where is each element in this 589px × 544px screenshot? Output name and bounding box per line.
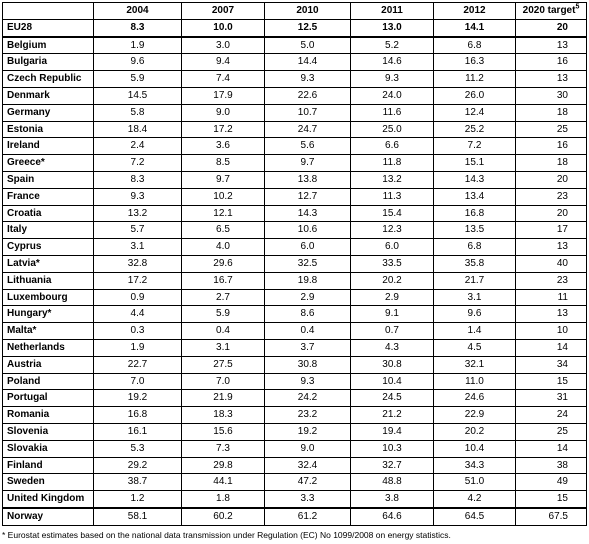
cell-2007: 21.9 bbox=[182, 390, 265, 407]
cell-2007: 5.9 bbox=[182, 306, 265, 323]
cell-2012: 6.8 bbox=[434, 37, 516, 54]
row-label: Netherlands bbox=[3, 339, 94, 356]
cell-2012: 9.6 bbox=[434, 306, 516, 323]
cell-2020-target: 20 bbox=[516, 171, 587, 188]
cell-2010: 30.8 bbox=[265, 356, 351, 373]
cell-2010: 10.6 bbox=[265, 222, 351, 239]
cell-2004: 14.5 bbox=[94, 87, 182, 104]
cell-2007: 3.1 bbox=[182, 339, 265, 356]
cell-2007: 4.0 bbox=[182, 239, 265, 256]
cell-2012: 14.1 bbox=[434, 19, 516, 36]
cell-2007: 9.4 bbox=[182, 54, 265, 71]
cell-2010: 5.6 bbox=[265, 138, 351, 155]
cell-2012: 16.3 bbox=[434, 54, 516, 71]
cell-2011: 9.3 bbox=[351, 71, 434, 88]
cell-2007: 16.7 bbox=[182, 272, 265, 289]
cell-2011: 2.9 bbox=[351, 289, 434, 306]
table-row bbox=[3, 138, 587, 155]
table-row bbox=[3, 339, 587, 356]
cell-2010: 10.7 bbox=[265, 104, 351, 121]
corner-cell bbox=[3, 3, 94, 20]
table-row bbox=[3, 171, 587, 188]
cell-2007: 60.2 bbox=[182, 508, 265, 525]
row-label: Slovakia bbox=[3, 440, 94, 457]
cell-2011: 11.6 bbox=[351, 104, 434, 121]
cell-2004: 1.9 bbox=[94, 37, 182, 54]
cell-2012: 14.3 bbox=[434, 171, 516, 188]
renewable-share-table bbox=[2, 2, 587, 526]
cell-2012: 34.3 bbox=[434, 457, 516, 474]
table-row-eu28 bbox=[3, 19, 587, 36]
cell-2007: 27.5 bbox=[182, 356, 265, 373]
header-2020-target bbox=[516, 3, 587, 20]
cell-2012: 11.2 bbox=[434, 71, 516, 88]
row-label: Denmark bbox=[3, 87, 94, 104]
table-row bbox=[3, 457, 587, 474]
cell-2020-target: 38 bbox=[516, 457, 587, 474]
cell-2004: 5.3 bbox=[94, 440, 182, 457]
cell-2020-target: 18 bbox=[516, 155, 587, 172]
cell-2020-target: 13 bbox=[516, 37, 587, 54]
cell-2010: 13.8 bbox=[265, 171, 351, 188]
cell-2012: 15.1 bbox=[434, 155, 516, 172]
row-label: Malta* bbox=[3, 323, 94, 340]
table-row bbox=[3, 306, 587, 323]
cell-2011: 0.7 bbox=[351, 323, 434, 340]
table-row bbox=[3, 272, 587, 289]
row-label: Bulgaria bbox=[3, 54, 94, 71]
cell-2011: 24.5 bbox=[351, 390, 434, 407]
cell-2012: 26.0 bbox=[434, 87, 516, 104]
table-row bbox=[3, 474, 587, 491]
cell-2011: 5.2 bbox=[351, 37, 434, 54]
cell-2011: 11.3 bbox=[351, 188, 434, 205]
cell-2011: 25.0 bbox=[351, 121, 434, 138]
row-label: United Kingdom bbox=[3, 491, 94, 508]
header-2012: 2012 bbox=[434, 3, 516, 20]
cell-2011: 9.1 bbox=[351, 306, 434, 323]
cell-2007: 10.2 bbox=[182, 188, 265, 205]
cell-2010: 61.2 bbox=[265, 508, 351, 525]
cell-2004: 18.4 bbox=[94, 121, 182, 138]
cell-2010: 3.3 bbox=[265, 491, 351, 508]
cell-2011: 10.4 bbox=[351, 373, 434, 390]
cell-2011: 13.0 bbox=[351, 19, 434, 36]
cell-2007: 0.4 bbox=[182, 323, 265, 340]
row-label: Czech Republic bbox=[3, 71, 94, 88]
cell-2004: 3.1 bbox=[94, 239, 182, 256]
cell-2007: 18.3 bbox=[182, 407, 265, 424]
row-label: Cyprus bbox=[3, 239, 94, 256]
norway-section bbox=[3, 508, 587, 525]
cell-2020-target: 13 bbox=[516, 306, 587, 323]
table-row bbox=[3, 356, 587, 373]
cell-2012: 64.5 bbox=[434, 508, 516, 525]
cell-2011: 3.8 bbox=[351, 491, 434, 508]
header-2010: 2010 bbox=[265, 3, 351, 20]
row-label: Luxembourg bbox=[3, 289, 94, 306]
cell-2007: 9.0 bbox=[182, 104, 265, 121]
cell-2020-target: 30 bbox=[516, 87, 587, 104]
cell-2012: 3.1 bbox=[434, 289, 516, 306]
cell-2004: 7.2 bbox=[94, 155, 182, 172]
header-2007: 2007 bbox=[182, 3, 265, 20]
cell-2010: 8.6 bbox=[265, 306, 351, 323]
header-2011: 2011 bbox=[351, 3, 434, 20]
cell-2010: 19.8 bbox=[265, 272, 351, 289]
cell-2007: 7.3 bbox=[182, 440, 265, 457]
cell-2020-target: 13 bbox=[516, 239, 587, 256]
cell-2010: 32.4 bbox=[265, 457, 351, 474]
table-row bbox=[3, 121, 587, 138]
row-label: Italy bbox=[3, 222, 94, 239]
cell-2004: 13.2 bbox=[94, 205, 182, 222]
cell-2010: 5.0 bbox=[265, 37, 351, 54]
cell-2020-target: 25 bbox=[516, 121, 587, 138]
cell-2012: 13.5 bbox=[434, 222, 516, 239]
cell-2020-target: 18 bbox=[516, 104, 587, 121]
table-row bbox=[3, 87, 587, 104]
cell-2020-target: 40 bbox=[516, 255, 587, 272]
table-row bbox=[3, 323, 587, 340]
cell-2012: 13.4 bbox=[434, 188, 516, 205]
cell-2004: 1.9 bbox=[94, 339, 182, 356]
cell-2020-target: 20 bbox=[516, 19, 587, 36]
row-label: Estonia bbox=[3, 121, 94, 138]
cell-2012: 51.0 bbox=[434, 474, 516, 491]
table-row bbox=[3, 155, 587, 172]
header-row bbox=[3, 3, 587, 20]
cell-2007: 17.2 bbox=[182, 121, 265, 138]
table-row bbox=[3, 71, 587, 88]
cell-2011: 24.0 bbox=[351, 87, 434, 104]
cell-2007: 8.5 bbox=[182, 155, 265, 172]
cell-2007: 9.7 bbox=[182, 171, 265, 188]
cell-2007: 29.6 bbox=[182, 255, 265, 272]
cell-2020-target: 24 bbox=[516, 407, 587, 424]
cell-2007: 29.8 bbox=[182, 457, 265, 474]
table-row bbox=[3, 289, 587, 306]
cell-2004: 5.7 bbox=[94, 222, 182, 239]
cell-2012: 12.4 bbox=[434, 104, 516, 121]
cell-2020-target: 67.5 bbox=[516, 508, 587, 525]
cell-2020-target: 14 bbox=[516, 440, 587, 457]
cell-2004: 9.6 bbox=[94, 54, 182, 71]
cell-2004: 1.2 bbox=[94, 491, 182, 508]
cell-2010: 9.3 bbox=[265, 71, 351, 88]
cell-2011: 48.8 bbox=[351, 474, 434, 491]
cell-2010: 47.2 bbox=[265, 474, 351, 491]
row-label: Lithuania bbox=[3, 272, 94, 289]
cell-2010: 12.7 bbox=[265, 188, 351, 205]
cell-2020-target: 20 bbox=[516, 205, 587, 222]
cell-2012: 4.5 bbox=[434, 339, 516, 356]
cell-2012: 4.2 bbox=[434, 491, 516, 508]
cell-2007: 6.5 bbox=[182, 222, 265, 239]
cell-2004: 17.2 bbox=[94, 272, 182, 289]
cell-2010: 23.2 bbox=[265, 407, 351, 424]
cell-2011: 20.2 bbox=[351, 272, 434, 289]
row-label: Norway bbox=[3, 508, 94, 525]
header-2004: 2004 bbox=[94, 3, 182, 20]
cell-2004: 5.9 bbox=[94, 71, 182, 88]
cell-2012: 22.9 bbox=[434, 407, 516, 424]
cell-2010: 14.3 bbox=[265, 205, 351, 222]
table-row bbox=[3, 423, 587, 440]
table-row bbox=[3, 255, 587, 272]
cell-2012: 25.2 bbox=[434, 121, 516, 138]
cell-2011: 19.4 bbox=[351, 423, 434, 440]
cell-2012: 1.4 bbox=[434, 323, 516, 340]
footnote-mark: 5 bbox=[575, 3, 580, 11]
row-label: Belgium bbox=[3, 37, 94, 54]
cell-2011: 32.7 bbox=[351, 457, 434, 474]
cell-2007: 1.8 bbox=[182, 491, 265, 508]
cell-2012: 7.2 bbox=[434, 138, 516, 155]
row-label: Sweden bbox=[3, 474, 94, 491]
row-label: France bbox=[3, 188, 94, 205]
row-label: Ireland bbox=[3, 138, 94, 155]
row-label: Hungary* bbox=[3, 306, 94, 323]
cell-2012: 35.8 bbox=[434, 255, 516, 272]
cell-2004: 8.3 bbox=[94, 171, 182, 188]
cell-2004: 0.3 bbox=[94, 323, 182, 340]
cell-2012: 10.4 bbox=[434, 440, 516, 457]
cell-2004: 58.1 bbox=[94, 508, 182, 525]
cell-2004: 2.4 bbox=[94, 138, 182, 155]
cell-2020-target: 34 bbox=[516, 356, 587, 373]
cell-2010: 3.7 bbox=[265, 339, 351, 356]
cell-2011: 14.6 bbox=[351, 54, 434, 71]
cell-2004: 9.3 bbox=[94, 188, 182, 205]
cell-2020-target: 16 bbox=[516, 54, 587, 71]
cell-2010: 2.9 bbox=[265, 289, 351, 306]
cell-2020-target: 13 bbox=[516, 71, 587, 88]
row-label: Poland bbox=[3, 373, 94, 390]
cell-2010: 24.2 bbox=[265, 390, 351, 407]
cell-2010: 24.7 bbox=[265, 121, 351, 138]
cell-2007: 10.0 bbox=[182, 19, 265, 36]
cell-2010: 22.6 bbox=[265, 87, 351, 104]
row-label: Romania bbox=[3, 407, 94, 424]
table-body bbox=[3, 19, 587, 508]
table-row bbox=[3, 373, 587, 390]
table-row bbox=[3, 239, 587, 256]
cell-2007: 44.1 bbox=[182, 474, 265, 491]
cell-2011: 12.3 bbox=[351, 222, 434, 239]
cell-2012: 32.1 bbox=[434, 356, 516, 373]
table-row bbox=[3, 54, 587, 71]
cell-2020-target: 31 bbox=[516, 390, 587, 407]
table-row bbox=[3, 440, 587, 457]
cell-2010: 6.0 bbox=[265, 239, 351, 256]
cell-2020-target: 23 bbox=[516, 272, 587, 289]
cell-2011: 33.5 bbox=[351, 255, 434, 272]
table-row bbox=[3, 491, 587, 508]
cell-2020-target: 15 bbox=[516, 373, 587, 390]
cell-2020-target: 10 bbox=[516, 323, 587, 340]
footnote: * Eurostat estimates based on the national data transmission under Regulation (EC) No 1099/2008 on energy statistics. bbox=[2, 530, 451, 540]
row-label: Greece* bbox=[3, 155, 94, 172]
cell-2011: 10.3 bbox=[351, 440, 434, 457]
cell-2020-target: 16 bbox=[516, 138, 587, 155]
cell-2004: 16.1 bbox=[94, 423, 182, 440]
cell-2004: 4.4 bbox=[94, 306, 182, 323]
cell-2012: 24.6 bbox=[434, 390, 516, 407]
cell-2020-target: 23 bbox=[516, 188, 587, 205]
cell-2010: 9.3 bbox=[265, 373, 351, 390]
cell-2004: 16.8 bbox=[94, 407, 182, 424]
cell-2007: 3.0 bbox=[182, 37, 265, 54]
cell-2010: 9.0 bbox=[265, 440, 351, 457]
cell-2004: 0.9 bbox=[94, 289, 182, 306]
cell-2020-target: 25 bbox=[516, 423, 587, 440]
cell-2007: 2.7 bbox=[182, 289, 265, 306]
cell-2010: 19.2 bbox=[265, 423, 351, 440]
cell-2010: 9.7 bbox=[265, 155, 351, 172]
cell-2007: 15.6 bbox=[182, 423, 265, 440]
table-row bbox=[3, 390, 587, 407]
cell-2004: 29.2 bbox=[94, 457, 182, 474]
row-label: Portugal bbox=[3, 390, 94, 407]
row-label: Latvia* bbox=[3, 255, 94, 272]
cell-2020-target: 14 bbox=[516, 339, 587, 356]
cell-2004: 32.8 bbox=[94, 255, 182, 272]
cell-2020-target: 17 bbox=[516, 222, 587, 239]
table-row bbox=[3, 188, 587, 205]
cell-2012: 20.2 bbox=[434, 423, 516, 440]
table-row bbox=[3, 222, 587, 239]
cell-2012: 6.8 bbox=[434, 239, 516, 256]
cell-2010: 32.5 bbox=[265, 255, 351, 272]
cell-2020-target: 11 bbox=[516, 289, 587, 306]
row-label: Germany bbox=[3, 104, 94, 121]
cell-2020-target: 49 bbox=[516, 474, 587, 491]
cell-2007: 7.4 bbox=[182, 71, 265, 88]
cell-2011: 13.2 bbox=[351, 171, 434, 188]
cell-2007: 17.9 bbox=[182, 87, 265, 104]
cell-2004: 22.7 bbox=[94, 356, 182, 373]
row-label: Croatia bbox=[3, 205, 94, 222]
cell-2011: 30.8 bbox=[351, 356, 434, 373]
cell-2011: 11.8 bbox=[351, 155, 434, 172]
cell-2010: 0.4 bbox=[265, 323, 351, 340]
cell-2011: 64.6 bbox=[351, 508, 434, 525]
cell-2012: 16.8 bbox=[434, 205, 516, 222]
table-row bbox=[3, 205, 587, 222]
cell-2011: 6.6 bbox=[351, 138, 434, 155]
cell-2012: 21.7 bbox=[434, 272, 516, 289]
cell-2004: 5.8 bbox=[94, 104, 182, 121]
cell-2007: 3.6 bbox=[182, 138, 265, 155]
row-label: Spain bbox=[3, 171, 94, 188]
cell-2004: 19.2 bbox=[94, 390, 182, 407]
table-row-norway bbox=[3, 508, 587, 525]
cell-2004: 8.3 bbox=[94, 19, 182, 36]
cell-2011: 21.2 bbox=[351, 407, 434, 424]
table-row bbox=[3, 407, 587, 424]
cell-2007: 12.1 bbox=[182, 205, 265, 222]
cell-2011: 6.0 bbox=[351, 239, 434, 256]
row-label: Austria bbox=[3, 356, 94, 373]
row-label: EU28 bbox=[3, 19, 94, 36]
cell-2012: 11.0 bbox=[434, 373, 516, 390]
row-label: Slovenia bbox=[3, 423, 94, 440]
cell-2004: 7.0 bbox=[94, 373, 182, 390]
cell-2020-target: 15 bbox=[516, 491, 587, 508]
table-row bbox=[3, 37, 587, 54]
cell-2011: 15.4 bbox=[351, 205, 434, 222]
cell-2004: 38.7 bbox=[94, 474, 182, 491]
table-row bbox=[3, 104, 587, 121]
cell-2010: 12.5 bbox=[265, 19, 351, 36]
header-2020-target-label: 2020 target bbox=[522, 5, 576, 16]
row-label: Finland bbox=[3, 457, 94, 474]
cell-2007: 7.0 bbox=[182, 373, 265, 390]
cell-2011: 4.3 bbox=[351, 339, 434, 356]
cell-2010: 14.4 bbox=[265, 54, 351, 71]
